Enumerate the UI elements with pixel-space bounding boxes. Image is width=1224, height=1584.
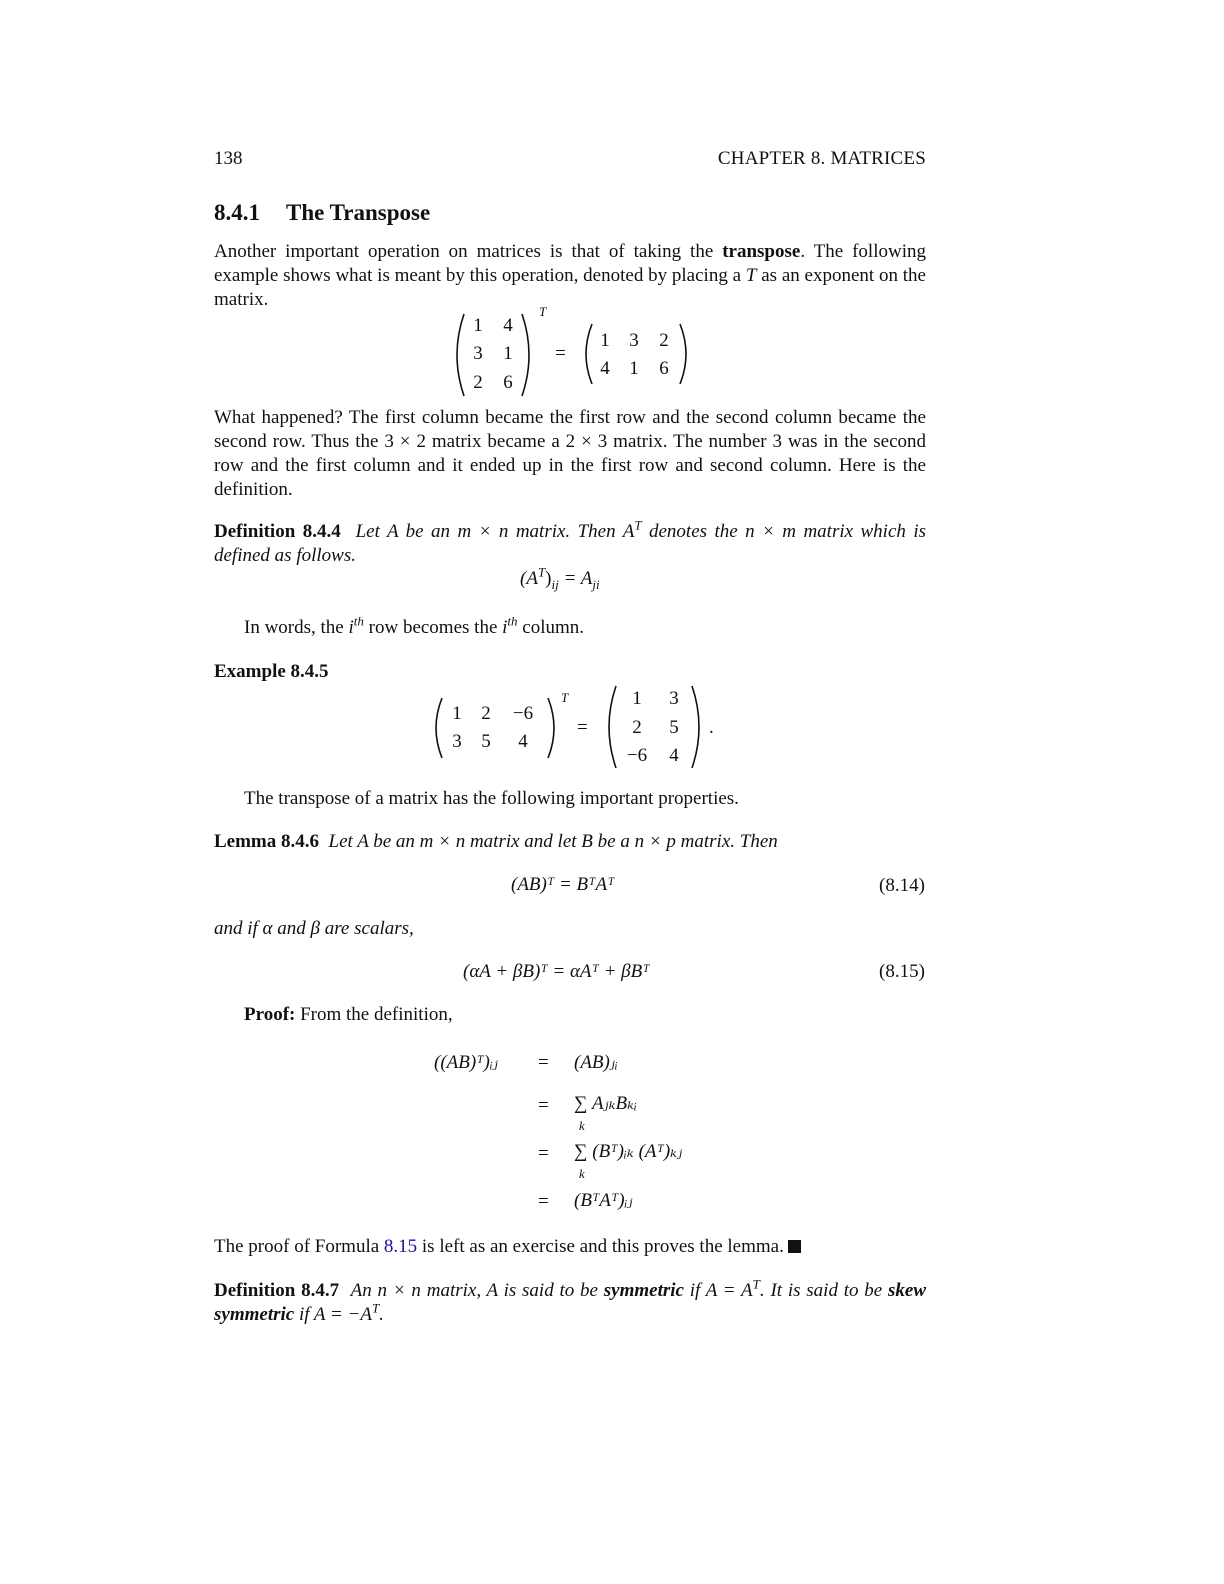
matrix-cell: 1 xyxy=(629,358,639,379)
transpose-superscript: T xyxy=(561,690,569,705)
matrix-cell: 4 xyxy=(600,358,610,379)
text: th xyxy=(507,613,518,629)
proof-intro xyxy=(244,1004,453,1026)
explanation-paragraph: What happened? The first column became the first row and the second column became the second row. Thus the 3 × 2 matrix became a 2 × 3 matrix. The number 3 was in the second row and the first column and it ended up in the first row and second column. Here is the definition. xyxy=(214,407,926,500)
formula-part: ) xyxy=(545,568,552,589)
formula-sup: T xyxy=(537,564,546,580)
left-paren xyxy=(428,696,446,760)
text: In words, the xyxy=(244,617,349,638)
matrix-cell: 3 xyxy=(669,688,679,709)
intro-paragraph xyxy=(214,240,926,312)
text: column. xyxy=(517,617,585,638)
matrix-cell: 1 xyxy=(473,315,483,336)
intro-T: T xyxy=(745,265,757,286)
matrix-cell: −6 xyxy=(512,703,534,724)
text: i xyxy=(348,617,354,638)
right-paren xyxy=(518,312,538,398)
lemma-label: Lemma 8.4.6 xyxy=(214,831,320,852)
definition-8-4-4 xyxy=(214,517,926,568)
definition-8-4-7 xyxy=(214,1276,927,1327)
proof-closing-text: The proof of Formula xyxy=(214,1236,384,1257)
derivation-lhs: ((AB)ᵀ)ᵢⱼ xyxy=(434,1052,498,1073)
intro-text: as an exponent on the matrix. xyxy=(214,265,926,310)
proof-closing xyxy=(214,1236,801,1258)
matrix-cell: 4 xyxy=(518,731,528,752)
section-heading xyxy=(214,200,430,226)
matrix-cell: 1 xyxy=(503,343,513,364)
transpose-term: transpose xyxy=(722,241,801,262)
definition-text: denotes the n × m matrix which is defined as follows. xyxy=(214,521,926,566)
qed-square-icon xyxy=(788,1240,801,1253)
matrix-cell: 3 xyxy=(473,343,483,364)
definition-text: if A = −A xyxy=(294,1304,372,1325)
derivation-equals: = xyxy=(538,1095,549,1116)
matrix-cell: 4 xyxy=(503,315,513,336)
period: . xyxy=(709,717,714,738)
sum-index: k xyxy=(579,1166,585,1181)
left-paren xyxy=(448,312,468,398)
matrix-cell: 4 xyxy=(669,745,679,766)
left-paren xyxy=(600,684,620,770)
proof-closing-text: is left as an exercise and this proves the lemma. xyxy=(417,1236,784,1257)
proof-text: From the definition, xyxy=(300,1004,453,1025)
lemma-8-4-6 xyxy=(214,831,778,853)
definition-text: . xyxy=(379,1304,384,1325)
definition-text: if A = A xyxy=(683,1280,753,1301)
definition-sup: T xyxy=(752,1276,760,1292)
derivation-rhs: ∑ (Bᵀ)ᵢₖ (Aᵀ)ₖⱼ xyxy=(574,1141,683,1162)
derivation-equals: = xyxy=(538,1052,549,1073)
equation-reference-link[interactable]: 8.15 xyxy=(383,1236,418,1257)
definition-sup: T xyxy=(634,517,642,533)
skew-symmetric-term: skew symmetric xyxy=(214,1280,927,1325)
example-label: Example 8.4.5 xyxy=(214,661,329,682)
derivation-rhs: (AB)ⱼᵢ xyxy=(574,1052,618,1073)
matrix-cell: 2 xyxy=(632,717,642,738)
in-words-sentence xyxy=(244,613,585,639)
equation-number: (8.15) xyxy=(879,961,925,982)
matrix-cell: 3 xyxy=(452,731,462,752)
definition-label: Definition 8.4.7 xyxy=(214,1280,340,1301)
right-paren xyxy=(688,684,708,770)
section-title: The Transpose xyxy=(286,200,431,225)
matrix-cell: 1 xyxy=(600,330,610,351)
intro-text: . The following example shows what is meant by this operation, denoted by placing a xyxy=(214,241,926,286)
page-header xyxy=(214,148,926,172)
derivation-equals: = xyxy=(538,1143,549,1164)
equation-8-15: (αA + βB)ᵀ = αAᵀ + βBᵀ xyxy=(463,961,650,982)
lemma-text: Let A be an m × n matrix and let B be a n × p matrix. Then xyxy=(328,831,778,852)
definition-formula xyxy=(520,564,600,592)
matrix-cell: 3 xyxy=(629,330,639,351)
derivation-rhs: ∑ AⱼₖBₖᵢ xyxy=(574,1093,638,1114)
running-chapter-title: CHAPTER 8. MATRICES xyxy=(717,148,926,169)
text: i xyxy=(502,617,508,638)
matrix-cell: −6 xyxy=(626,745,648,766)
section-number: 8.4.1 xyxy=(214,200,260,225)
formula-sub: ij xyxy=(551,576,559,592)
right-paren xyxy=(676,322,694,386)
transpose-superscript: T xyxy=(539,304,547,319)
matrix-cell: 1 xyxy=(632,688,642,709)
formula-part: = A xyxy=(558,568,593,589)
text: row becomes the xyxy=(363,617,503,638)
properties-intro: The transpose of a matrix has the following important properties. xyxy=(244,788,739,809)
definition-sup: T xyxy=(371,1300,380,1316)
matrix-cell: 5 xyxy=(669,717,679,738)
matrix-cell: 2 xyxy=(481,703,491,724)
definition-text: Let A be an m × n matrix. Then A xyxy=(355,521,635,542)
equals-sign: = xyxy=(555,343,566,364)
derivation-rhs: (BᵀAᵀ)ᵢⱼ xyxy=(574,1190,633,1211)
matrix-cell: 6 xyxy=(659,358,669,379)
matrix-cell: 2 xyxy=(473,372,483,393)
sum-index: k xyxy=(579,1118,585,1133)
matrix-cell: 6 xyxy=(503,372,513,393)
equals-sign: = xyxy=(577,717,588,738)
derivation-equals: = xyxy=(538,1191,549,1212)
proof-label: Proof: xyxy=(244,1004,296,1025)
equation-number: (8.14) xyxy=(879,875,925,896)
text: th xyxy=(353,613,364,629)
matrix-cell: 2 xyxy=(659,330,669,351)
scalars-clause: and if α and β are scalars, xyxy=(214,918,414,939)
definition-label: Definition 8.4.4 xyxy=(214,521,341,542)
symmetric-term: symmetric xyxy=(603,1280,684,1301)
page-number: 138 xyxy=(214,148,243,169)
definition-text: . It is said to be xyxy=(759,1280,889,1301)
matrix-cell: 1 xyxy=(452,703,462,724)
definition-text: An n × n matrix, A is said to be xyxy=(350,1280,604,1301)
equation-8-14: (AB)ᵀ = BᵀAᵀ xyxy=(511,874,615,895)
matrix-cell: 5 xyxy=(481,731,491,752)
intro-text: Another important operation on matrices is that of taking the xyxy=(214,241,723,262)
formula-part: (A xyxy=(520,568,538,589)
right-paren xyxy=(544,696,562,760)
formula-sub: ji xyxy=(592,576,600,592)
